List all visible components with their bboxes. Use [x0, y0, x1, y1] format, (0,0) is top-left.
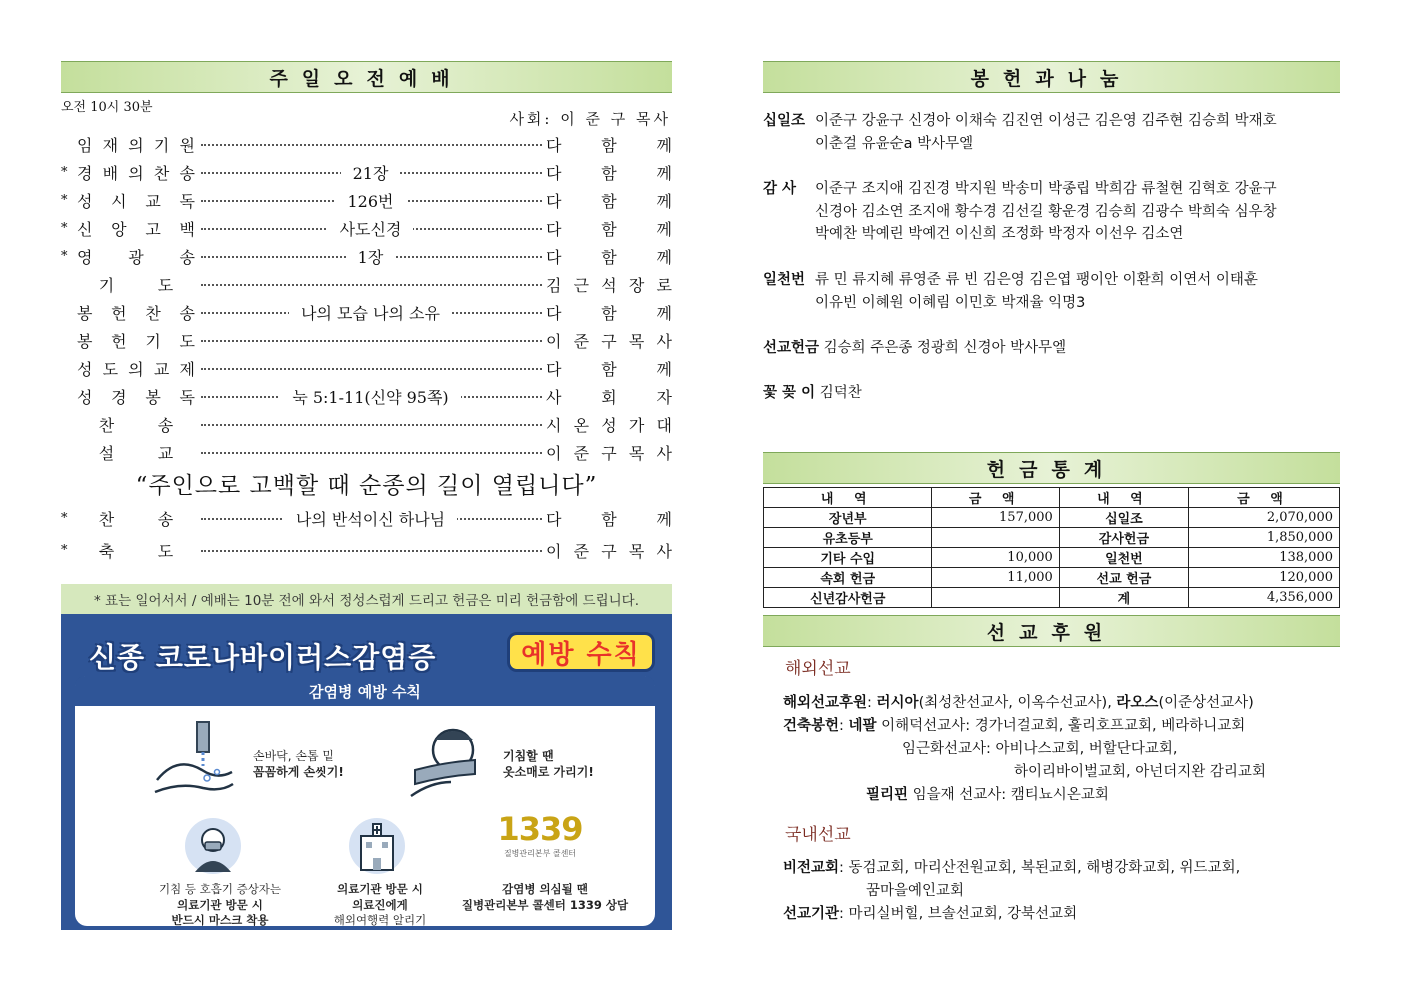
- tip-hotline-line1: 감염병 의심될 땐: [502, 882, 588, 896]
- table-header-row: [764, 488, 1340, 508]
- tip-cough: [503, 748, 594, 780]
- missions-header-text: 선교후원: [986, 621, 1117, 644]
- handwash-icon: [147, 720, 237, 800]
- overseas-line-3: 임근화선교사: 아비나스교회, 버할단다교회,: [902, 741, 1178, 757]
- col-item-1: 내 역: [764, 488, 932, 508]
- overseas-title: 해외선교: [785, 659, 851, 679]
- hotline-logo: [485, 810, 595, 859]
- col-amount-1: 금 액: [932, 488, 1059, 508]
- order-item-detail: [195, 384, 546, 408]
- building-label: 건축봉헌: [783, 718, 840, 734]
- order-item-leader: 다 함 께: [546, 163, 672, 183]
- order-item-detail: [195, 328, 546, 352]
- worship-note: * 표는 일어서서 / 예배는 10분 전에 와서 정성스럽게 드리고 헌금은 미리 헌금함에 드립니다.: [61, 584, 672, 614]
- ilcheon-line-1: 류 민 류지혜 류영준 류 빈 김은영 김은엽 팽이안 이환희 이연서 이태훈: [815, 272, 1258, 288]
- order-item-name: 경 배 의 찬 송: [77, 163, 195, 183]
- order-item-leader: 시 온 성 가 대: [546, 415, 672, 435]
- domestic-line-3: 선교기관: 마리실버힐, 브솔선교회, 강북선교회: [783, 906, 1078, 922]
- order-item-detail: [195, 160, 546, 184]
- stats-header: [763, 452, 1340, 484]
- hotline-sub: 질병관리본부 콜센터: [503, 849, 577, 858]
- tip-cough-line2: 옷소매로 가리기!: [503, 765, 594, 780]
- order-item-name: 영 광 송: [77, 247, 195, 267]
- tip-mask-line1: 기침 등 호흡기 증상자는: [158, 882, 282, 896]
- ilcheon-section: [763, 269, 1340, 311]
- stand-mark: *: [61, 248, 68, 264]
- thanks-line-2: 신경아 김소연 조지애 황수경 김선길 황운경 김승희 김광수 박희숙 심우창: [815, 203, 1277, 220]
- table-row: [764, 588, 1340, 608]
- mission-offering-label: 선교헌금: [763, 340, 820, 356]
- laos-label: 라오스: [1116, 695, 1159, 711]
- offering-header: [763, 61, 1340, 93]
- stand-mark: *: [61, 542, 68, 558]
- order-item-leader: 사 회 자: [546, 387, 672, 407]
- tip-travel-line3: 해외여행력 알리기: [333, 913, 427, 928]
- poster-panel: [75, 676, 655, 926]
- order-item-detail: [195, 300, 546, 324]
- order-row: [61, 272, 672, 296]
- order-item-leader: 이 준 구 목 사: [546, 541, 672, 561]
- order-item-detail-text: 눅 5:1-11(신약 95쪽): [280, 385, 460, 408]
- domestic-line-1: 비전교회: 동검교회, 마리산전원교회, 복된교회, 해병강화교회, 위드교회,: [783, 860, 1241, 876]
- order-item-name: 임 재 의 기 원: [77, 135, 195, 155]
- order-item-detail-text: 21장: [341, 161, 401, 184]
- stats-amount: [932, 528, 1059, 548]
- domestic-title: 국내선교: [785, 825, 851, 845]
- table-row: [764, 548, 1340, 568]
- col-item-2: 내 역: [1059, 488, 1188, 508]
- order-item-name: 설 교: [98, 443, 174, 463]
- order-item-name: 봉 헌 찬 송: [77, 303, 195, 323]
- order-item-detail-text: 126번: [336, 189, 406, 212]
- tip-travel: [305, 882, 455, 929]
- stats-amount: 10,000: [932, 548, 1059, 568]
- order-item-detail-text: 1장: [346, 245, 396, 268]
- missions-header: [763, 615, 1340, 647]
- stats-amount: 1,850,000: [1189, 528, 1340, 548]
- order-item-detail: [195, 506, 546, 530]
- order-item-name: 봉 헌 기 도: [77, 331, 195, 351]
- tip-handwash: [253, 748, 344, 780]
- stats-item: 선교 헌금: [1059, 568, 1188, 588]
- worship-time: 오전 10시 30분: [61, 100, 153, 115]
- poster-title: 신종 코로나바이러스감염증: [89, 641, 437, 674]
- order-item-detail: [195, 538, 546, 562]
- russia-label: 러시아: [876, 695, 919, 711]
- order-row: [61, 356, 672, 380]
- table-row: [764, 568, 1340, 588]
- stats-item: 속회 헌금: [764, 568, 932, 588]
- order-item-name: 기 도: [98, 275, 174, 295]
- order-row: [61, 384, 672, 408]
- order-item-leader: 김 근 석 장 로: [546, 275, 672, 295]
- order-item-detail: [195, 356, 546, 380]
- tithe-line-1: 이준구 강윤구 신경아 이채숙 김진연 이성근 김은영 김주현 김승희 박재호: [815, 113, 1277, 129]
- stats-item: 일천번: [1059, 548, 1188, 568]
- mask-person-icon: [183, 816, 243, 876]
- cough-icon: [405, 720, 495, 800]
- order-item-name: 신 앙 고 백: [77, 219, 195, 239]
- tithe-label: 십일조: [763, 113, 806, 129]
- order-row: [61, 216, 672, 240]
- order-item-leader: 이 준 구 목 사: [546, 443, 672, 463]
- overseas-line-2: 건축봉헌: 네팔 이해덕선교사: 경가너걸교회, 훌리호프교회, 베라하니교회: [783, 718, 1246, 734]
- tip-mask: [135, 882, 305, 929]
- vision-church-label: 비전교회: [783, 860, 840, 876]
- stats-item: 신년감사헌금: [764, 588, 932, 608]
- order-row: [61, 132, 672, 156]
- order-item-leader: 다 함 께: [546, 303, 672, 323]
- nepal-churches-1: 이해덕선교사: 경가너걸교회, 훌리호프교회, 베라하니교회: [881, 718, 1246, 734]
- stats-item: 장년부: [764, 508, 932, 528]
- thanks-label: 감 사: [763, 181, 797, 197]
- stats-amount: [932, 588, 1059, 608]
- ilcheon-label: 일천번: [763, 272, 806, 288]
- table-row: [764, 508, 1340, 528]
- tip-cough-line1: 기침할 땐: [503, 749, 554, 763]
- worship-header: [61, 61, 672, 93]
- order-item-name: 성 경 봉 독: [77, 387, 195, 407]
- stand-mark: *: [61, 192, 68, 208]
- stats-amount: 2,070,000: [1189, 508, 1340, 528]
- covid-prevention-poster: [61, 614, 672, 930]
- stand-mark: *: [61, 220, 68, 236]
- overseas-line-4: 하이리바이벌교회, 아넌더지완 감리교회: [1014, 764, 1266, 780]
- tip-travel-line2: 의료진에게: [352, 897, 408, 912]
- tithe-line-2: 이춘걸 유윤순a 박사무엘: [815, 135, 974, 152]
- stand-mark: *: [61, 164, 68, 180]
- order-item-leader: 다 함 께: [546, 135, 672, 155]
- order-item-name: 찬 송: [98, 509, 174, 529]
- offering-stats-table: [763, 487, 1340, 608]
- mission-offering-names: 김승희 주은종 정광희 신경아 박사무엘: [823, 340, 1067, 356]
- order-item-detail: [195, 244, 546, 268]
- order-item-detail: [195, 216, 546, 240]
- order-row: [61, 160, 672, 184]
- order-item-name: 찬 송: [98, 415, 174, 435]
- philippines-church: 임을재 선교사: 캠티뇨시온교회: [912, 787, 1109, 803]
- mission-orgs: 마리실버힐, 브솔선교회, 강북선교회: [848, 906, 1078, 922]
- stats-amount: 4,356,000: [1189, 588, 1340, 608]
- order-item-detail: [195, 272, 546, 296]
- nepal-label: 네팔: [848, 718, 877, 734]
- order-row: [61, 328, 672, 352]
- order-item-name: 성 도 의 교 제: [77, 359, 195, 379]
- order-row: [61, 188, 672, 212]
- order-row: [61, 300, 672, 324]
- flower-name: 김덕찬: [819, 385, 862, 401]
- stats-amount: 11,000: [932, 568, 1059, 588]
- order-item-detail: [195, 188, 546, 212]
- overseas-line-5: [866, 783, 1109, 804]
- order-item-detail-text: 나의 반석이신 하나님: [284, 507, 457, 530]
- poster-panel-head: 감염병 예방 수칙: [75, 676, 655, 706]
- overseas-support-label: 해외선교후원: [783, 695, 868, 711]
- tip-handwash-line2: 꼼꼼하게 손씻기!: [253, 765, 344, 780]
- offering-header-text: 봉헌과나눔: [970, 67, 1133, 90]
- order-item-detail: [195, 440, 546, 464]
- order-item-name: 성 시 교 독: [77, 191, 195, 211]
- order-row: [61, 538, 672, 562]
- order-item-leader: 다 함 께: [546, 219, 672, 239]
- philippines-label: 필리핀: [866, 787, 909, 803]
- order-row: [61, 244, 672, 268]
- tip-hotline-line2: 질병관리본부 콜센터 1339 상담: [461, 897, 629, 912]
- stats-item: 기타 수입: [764, 548, 932, 568]
- thanks-line-3: 박예찬 박예린 박예건 이신희 조정화 박정자 이선우 김소연: [815, 226, 1184, 242]
- order-item-detail: [195, 412, 546, 436]
- ilcheon-line-2: 이유빈 이혜원 이혜림 이민호 박재율 익명3: [815, 294, 1086, 311]
- order-item-detail-text: 나의 모습 나의 소유: [289, 301, 452, 324]
- mission-offering-section: [763, 337, 1340, 360]
- tip-travel-line1: 의료기관 방문 시: [337, 882, 423, 896]
- order-item-leader: 다 함 께: [546, 509, 672, 529]
- order-row: [61, 506, 672, 530]
- vision-churches: 동검교회, 마리산전원교회, 복된교회, 해병강화교회, 위드교회,: [848, 860, 1241, 876]
- stats-item: 십일조: [1059, 508, 1188, 528]
- stats-item: 계: [1059, 588, 1188, 608]
- stats-amount: 138,000: [1189, 548, 1340, 568]
- overseas-line-1: 해외선교후원: 러시아(최성찬선교사, 이옥수선교사), 라오스(이준상선교사): [783, 695, 1254, 711]
- thanks-section: [763, 178, 1340, 242]
- order-item-name: 축 도: [98, 541, 174, 561]
- order-item-leader: 다 함 께: [546, 359, 672, 379]
- tip-mask-line3: 반드시 마스크 착용: [171, 913, 269, 928]
- order-item-leader: 이 준 구 목 사: [546, 331, 672, 351]
- tip-mask-line2: 의료기관 방문 시: [177, 897, 263, 912]
- order-item-leader: 다 함 께: [546, 247, 672, 267]
- stats-item: 유초등부: [764, 528, 932, 548]
- table-row: [764, 528, 1340, 548]
- stand-mark: *: [61, 510, 68, 526]
- flower-section: [763, 382, 1340, 405]
- worship-leader: 사회: 이 준 구 목사: [509, 110, 671, 128]
- tip-hotline: [455, 882, 635, 913]
- stats-item: 감사헌금: [1059, 528, 1188, 548]
- flower-label: 꽃 꽂 이: [763, 385, 816, 401]
- sermon-title: “주인으로 고백할 때 순종의 길이 열립니다”: [135, 473, 598, 499]
- order-row: [61, 440, 672, 464]
- russia-missionaries: (최성찬선교사, 이옥수선교사),: [918, 695, 1117, 711]
- laos-missionary: (이준상선교사): [1158, 695, 1254, 711]
- col-amount-2: 금 액: [1189, 488, 1340, 508]
- stats-header-text: 헌금통계: [986, 458, 1117, 481]
- hotline-number: 1339: [497, 810, 583, 848]
- tithe-section: [763, 110, 1340, 152]
- tip-handwash-line1: 손바닥, 손톱 밑: [253, 749, 334, 763]
- order-row: [61, 412, 672, 436]
- stats-amount: 157,000: [932, 508, 1059, 528]
- hospital-icon: [347, 816, 407, 876]
- thanks-line-1: 이준구 조지애 김진경 박지원 박송미 박종립 박희감 류철현 김혁호 강윤구: [815, 181, 1277, 197]
- order-item-detail: [195, 132, 546, 156]
- order-item-detail-text: 사도신경: [328, 217, 414, 240]
- mission-org-label: 선교기관: [783, 906, 840, 922]
- order-item-leader: 다 함 께: [546, 191, 672, 211]
- stats-amount: 120,000: [1189, 568, 1340, 588]
- domestic-line-2: 꿈마을예인교회: [866, 883, 965, 899]
- worship-header-text: 주일오전예배: [269, 67, 464, 90]
- poster-badge: 예방 수칙: [507, 632, 655, 672]
